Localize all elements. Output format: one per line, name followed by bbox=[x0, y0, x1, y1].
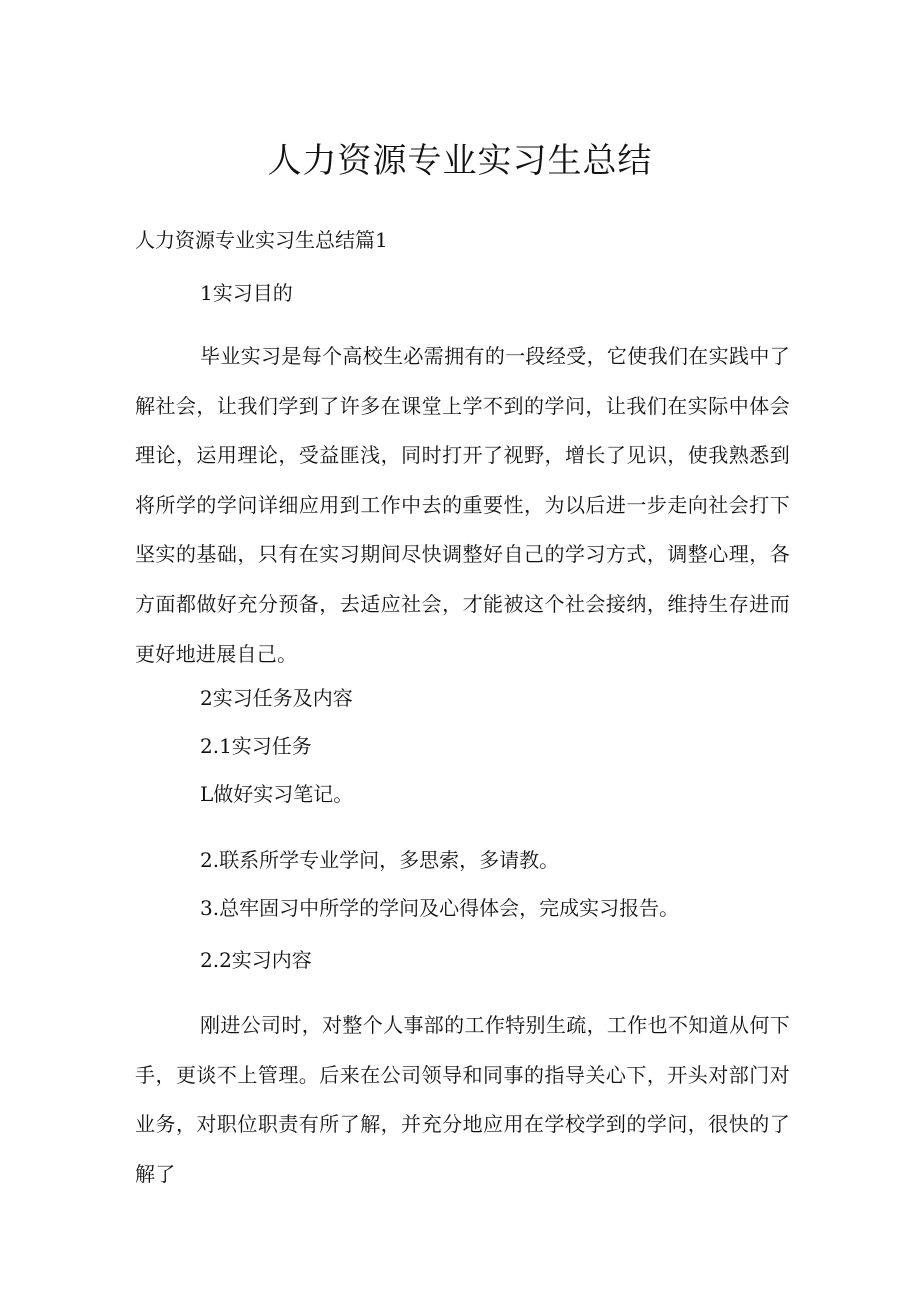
section-1-heading: 1实习目的 bbox=[200, 281, 293, 305]
document-title: 人力资源专业实习生总结 bbox=[267, 141, 653, 181]
section-2-1-heading: 2.1实习任务 bbox=[200, 734, 312, 758]
section-2-2-heading: 2.2实习内容 bbox=[200, 948, 312, 972]
section-1-paragraph: 毕业实习是每个高校生必需拥有的一段经受，它使我们在实践中了解社会，让我们学到了许多在课堂上学不到的学问，让我们在实际中体会理论，运用理论，受益匪浅，同时打开了视野，增长了见识，使我熟悉到将所学的学问详细应用到工作中去的重要性，为以后进一步走向社会打下坚实的基础，只有在实习期间尽快调整好自己的学习方式，调整心理，各方面都做好充分预备，去适应社会，才能被这个社会接纳，维持生存进而更好地进展自己。 bbox=[135, 344, 790, 666]
task-item-1: L做好实习笔记。 bbox=[200, 782, 354, 806]
task-item-2: 2.联系所学专业学问，多思索，多请教。 bbox=[200, 848, 560, 872]
section-2-heading: 2实习任务及内容 bbox=[200, 686, 353, 710]
article-heading: 人力资源专业实习生总结篇1 bbox=[135, 228, 388, 252]
task-item-3: 3.总牢固习中所学的学问及心得体会，完成实习报告。 bbox=[200, 896, 680, 920]
section-2-2-paragraph: 刚进公司时，对整个人事部的工作特别生疏，工作也不知道从何下手，更谈不上管理。后来在公司领导和同事的指导关心下，开头对部门对业务，对职位职责有所了解，并充分地应用在学校学到的学问，很快的了解了 bbox=[135, 1013, 790, 1186]
